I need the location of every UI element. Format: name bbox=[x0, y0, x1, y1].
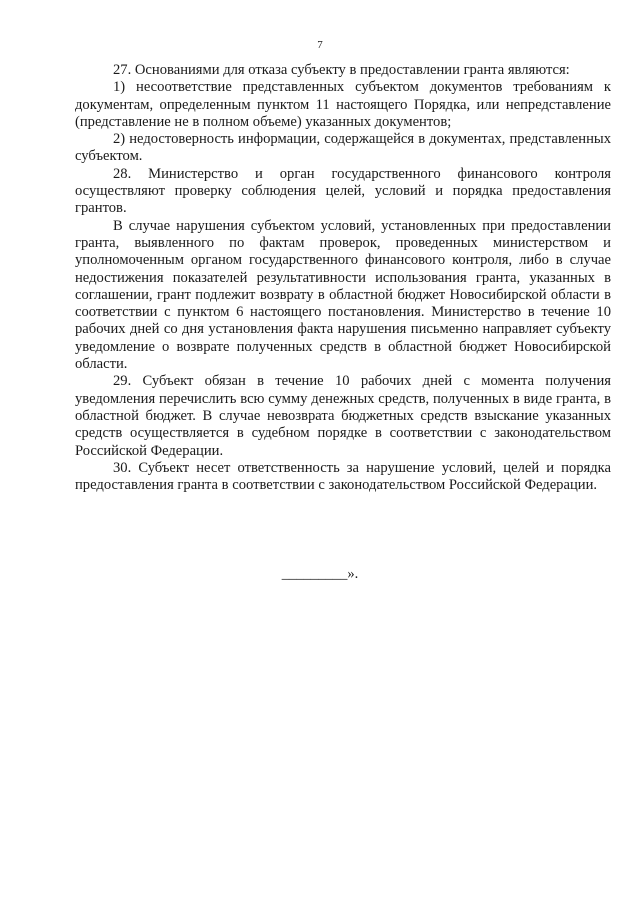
page-number: 7 bbox=[317, 39, 323, 51]
paragraph-28: 28. Министерство и орган государственного финансового контроля осуществляют проверку соблюдения целей, условий и порядка предоставления грантов. bbox=[75, 165, 611, 217]
paragraph-30: 30. Субъект несет ответственность за нарушение условий, целей и порядка предоставления гранта в соответствии с законодательством Российской Федерации. bbox=[75, 459, 611, 494]
closing-line: _________». bbox=[281, 566, 359, 582]
paragraph-28-violation: В случае нарушения субъектом условий, установленных при предоставлении гранта, выявленного по фактам проверок, проведенных министерством и уполномоченным органом государственного финансового контроля, либо в случае недостижения показателей результативности использования гранта, указанных в соглашении, грант подлежит возврату в областной бюджет Новосибирской области в соответствии с пунктом 6 настоящего постановления. Министерство в течение 10 рабочих дней со дня установления факта нарушения письменно направляет субъекту уведомление о возврате полученных средств в областной бюджет Новосибирской области. bbox=[75, 217, 611, 373]
document-body bbox=[75, 62, 611, 494]
paragraph-29: 29. Субъект обязан в течение 10 рабочих дней с момента получения уведомления перечислить всю сумму денежных средств, полученных в виде гранта, в областной бюджет. В случае невозврата бюджетных средств взыскание указанных средств осуществляется в судебном порядке в соответствии с законодательством Российской Федерации. bbox=[75, 373, 611, 459]
paragraph-27: 27. Основаниями для отказа субъекту в предоставлении гранта являются: bbox=[113, 62, 570, 78]
paragraph-27-item-1: 1) несоответствие представленных субъектом документов требованиям к документам, определенным пунктом 11 настоящего Порядка, или непредставление (представление не в полном объеме) указанных документов; bbox=[75, 79, 611, 130]
paragraph-27-item-2: 2) недостоверность информации, содержащейся в документах, представленных субъектом. bbox=[75, 131, 611, 165]
